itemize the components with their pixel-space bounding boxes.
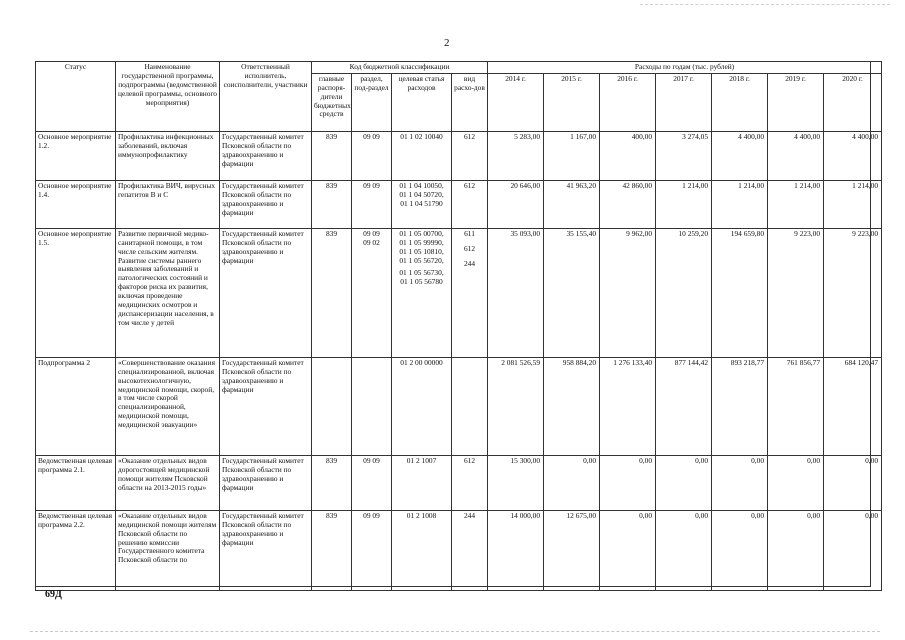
- row-expense-value: 0,00: [656, 510, 712, 590]
- row-expense-value: 1 214,00: [768, 180, 824, 228]
- header-year: 2018 г.: [712, 73, 768, 131]
- budget-table: [35, 61, 882, 591]
- row-name: «Совершенствование оказания специализированной, включая высокотехнологичную, медицинской помощи, скорой, в том числе скорой специализированной, медицинской помощи, медицинской эвакуации»: [116, 357, 220, 455]
- row-razdel: [352, 228, 392, 357]
- row-expense-value: 761 856,77: [768, 357, 824, 455]
- header-vr: вид расхо-дов: [452, 73, 488, 131]
- row-executor: Государственный комитет Псковской области по здравоохранению и фармации: [220, 510, 312, 590]
- row-razdel: [352, 180, 392, 228]
- row-vr: [452, 180, 488, 228]
- row-expense-value: 41 963,20: [544, 180, 600, 228]
- row-grbs: 839: [312, 131, 352, 180]
- header-year: 2020 г.: [824, 73, 882, 131]
- header-expenses: Расходы по годам (тыс. рублей): [488, 62, 882, 74]
- row-expense-value: 0,00: [824, 510, 882, 590]
- row-expense-value: 4 400,00: [824, 131, 882, 180]
- row-status: Основное мероприятие 1.2.: [36, 131, 116, 180]
- row-razdel: [352, 455, 392, 510]
- row-vr: [452, 510, 488, 590]
- row-expense-value: 4 400,00: [712, 131, 768, 180]
- table-row: [36, 180, 882, 228]
- header-year: 2017 г.: [656, 73, 712, 131]
- row-expense-value: 1 214,00: [824, 180, 882, 228]
- row-csr-line: 01 1 05 56780: [400, 277, 443, 287]
- row-expense-value: 9 962,00: [600, 228, 656, 357]
- row-expense-value: 35 155,40: [544, 228, 600, 357]
- table-row: [36, 510, 882, 590]
- row-status: Основное мероприятие 1.5.: [36, 228, 116, 357]
- header-status: Статус: [36, 62, 116, 132]
- row-csr-line: 01 1 05 10810,: [399, 246, 444, 256]
- row-name: Развитие первичной медико-санитарной помощи, в том числе сельским жителям. Развитие системы раннего выявления заболеваний и патологических состояний и факторов риска их развития, включая проведение медицинских осмотров и диспансеризации населения, в том числе у детей: [116, 228, 220, 357]
- row-executor: Государственный комитет Псковской области по здравоохранению и фармации: [220, 357, 312, 455]
- scan-artifact-bottom: [30, 631, 880, 632]
- row-executor: Государственный комитет Псковской области по здравоохранению и фармации: [220, 455, 312, 510]
- header-name: Наименование государственной программы, подпрограммы (ведомственной целевой программы, основного мероприятия): [116, 62, 220, 132]
- table-body: [36, 131, 882, 590]
- row-name: «Оказание отдельных видов медицинской помощи жителям Псковской области по решению комиссии Государственного комитета Псковской области по: [116, 510, 220, 590]
- row-expense-value: 0,00: [768, 510, 824, 590]
- row-csr-line: 01 2 00 00000: [400, 357, 443, 367]
- row-expense-value: 20 646,00: [488, 180, 544, 228]
- row-csr-line: 01 1 05 56730,: [399, 268, 444, 278]
- header-csr: целевая статья расходов: [392, 73, 452, 131]
- row-expense-value: 9 223,00: [768, 228, 824, 357]
- row-vr-line: 612: [463, 243, 476, 253]
- table-row: [36, 228, 882, 357]
- row-expense-value: 15 300,00: [488, 455, 544, 510]
- header-year: 2015 г.: [544, 73, 600, 131]
- table-row: [36, 455, 882, 510]
- row-expense-value: 400,00: [600, 131, 656, 180]
- row-grbs: 839: [312, 510, 352, 590]
- row-expense-value: 14 000,00: [488, 510, 544, 590]
- row-expense-value: 1 214,00: [712, 180, 768, 228]
- row-csr-line: 01 1 02 10040: [400, 131, 443, 141]
- row-csr-line: 01 1 05 56720,: [399, 255, 444, 265]
- row-vr-line: 611: [464, 228, 475, 238]
- row-expense-value: 42 860,00: [600, 180, 656, 228]
- header-year: 2019 г.: [768, 73, 824, 131]
- row-expense-value: 0,00: [712, 510, 768, 590]
- row-expense-value: 0,00: [656, 455, 712, 510]
- row-razdel: [352, 510, 392, 590]
- row-vr: [452, 131, 488, 180]
- row-expense-value: 194 659,80: [712, 228, 768, 357]
- row-expense-value: 684 120,47: [824, 357, 882, 455]
- row-csr-line: 01 1 04 50720,: [399, 189, 444, 199]
- row-vr-line: 244: [463, 258, 476, 268]
- row-csr-line: 01 1 04 10050,: [399, 180, 444, 190]
- row-csr: [392, 131, 452, 180]
- row-grbs: [312, 357, 352, 455]
- row-status: Подпрограмма 2: [36, 357, 116, 455]
- row-vr-line: 612: [463, 180, 476, 190]
- row-expense-value: 1 214,00: [656, 180, 712, 228]
- row-expense-value: 0,00: [600, 510, 656, 590]
- header-budget-code: Код бюджетной классификации: [312, 62, 488, 74]
- row-razdel: [352, 131, 392, 180]
- row-razdel-line: 09 09: [363, 510, 380, 520]
- row-razdel-line: 09 09: [363, 228, 380, 238]
- row-status: Основное мероприятие 1.4.: [36, 180, 116, 228]
- row-vr-line: 612: [463, 455, 476, 465]
- row-expense-value: 958 884,20: [544, 357, 600, 455]
- row-csr: [392, 455, 452, 510]
- row-expense-value: 10 259,20: [656, 228, 712, 357]
- row-grbs: 839: [312, 455, 352, 510]
- header-razdel: раздел, под-раздел: [352, 73, 392, 131]
- header-grbs: главные распоря-дители бюджетных средств: [312, 73, 352, 131]
- row-vr-line: 612: [463, 131, 476, 141]
- row-name: Профилактика инфекционных заболеваний, включая иммунопрофилактику: [116, 131, 220, 180]
- row-expense-value: 0,00: [824, 455, 882, 510]
- row-grbs: 839: [312, 180, 352, 228]
- row-status: Ведомственная целевая программа 2.2.: [36, 510, 116, 590]
- row-vr: [452, 228, 488, 357]
- row-expense-value: 2 081 526,59: [488, 357, 544, 455]
- row-executor: Государственный комитет Псковской области по здравоохранению и фармации: [220, 228, 312, 357]
- row-expense-value: 893 218,77: [712, 357, 768, 455]
- row-expense-value: 1 167,00: [544, 131, 600, 180]
- page-number: 2: [444, 37, 450, 49]
- row-csr: [392, 510, 452, 590]
- row-expense-value: 4 400,00: [768, 131, 824, 180]
- row-name: Профилактика ВИЧ, вирусных гепатитов В и С: [116, 180, 220, 228]
- row-expense-value: 9 223,00: [824, 228, 882, 357]
- row-csr: [392, 228, 452, 357]
- row-expense-value: 0,00: [600, 455, 656, 510]
- row-expense-value: 35 093,00: [488, 228, 544, 357]
- row-name: «Оказание отдельных видов дорогостоящей медицинской помощи жителям Псковской области на 2013-2015 годы»: [116, 455, 220, 510]
- row-csr-line: 01 2 1008: [406, 510, 437, 520]
- row-razdel-line: 09 02: [363, 237, 380, 247]
- row-csr-line: 01 1 05 00700,: [399, 228, 444, 238]
- row-razdel-line: 09 09: [363, 455, 380, 465]
- row-status: Ведомственная целевая программа 2.1.: [36, 455, 116, 510]
- header-year: 2014 г.: [488, 73, 544, 131]
- table-row: [36, 131, 882, 180]
- row-vr: [452, 455, 488, 510]
- header-year: 2016 г.: [600, 73, 656, 131]
- row-expense-value: 877 144,42: [656, 357, 712, 455]
- row-vr: [452, 357, 488, 455]
- row-expense-value: 0,00: [712, 455, 768, 510]
- footer-code: 69Д: [45, 589, 62, 600]
- row-expense-value: 12 675,00: [544, 510, 600, 590]
- row-vr-line: 244: [463, 510, 476, 520]
- row-csr: [392, 357, 452, 455]
- row-razdel-line: 09 09: [363, 131, 380, 141]
- row-csr-line: 01 2 1007: [406, 455, 437, 465]
- scan-artifact-top: [640, 4, 890, 5]
- row-expense-value: 0,00: [768, 455, 824, 510]
- budget-table-container: [35, 61, 879, 587]
- row-razdel: [352, 357, 392, 455]
- row-grbs: 839: [312, 228, 352, 357]
- row-csr-line: 01 1 05 99990,: [399, 237, 444, 247]
- row-csr: [392, 180, 452, 228]
- row-expense-value: 3 274,05: [656, 131, 712, 180]
- header-executor: Ответственный исполнитель, соисполнители, участники: [220, 62, 312, 132]
- row-razdel-line: 09 09: [363, 180, 380, 190]
- table-row: [36, 357, 882, 455]
- row-csr-line: 01 1 04 51790: [400, 198, 443, 208]
- row-executor: Государственный комитет Псковской области по здравоохранению и фармации: [220, 180, 312, 228]
- row-expense-value: 1 276 133,40: [600, 357, 656, 455]
- row-executor: Государственный комитет Псковской области по здравоохранению и фармации: [220, 131, 312, 180]
- row-expense-value: 0,00: [544, 455, 600, 510]
- row-expense-value: 5 283,00: [488, 131, 544, 180]
